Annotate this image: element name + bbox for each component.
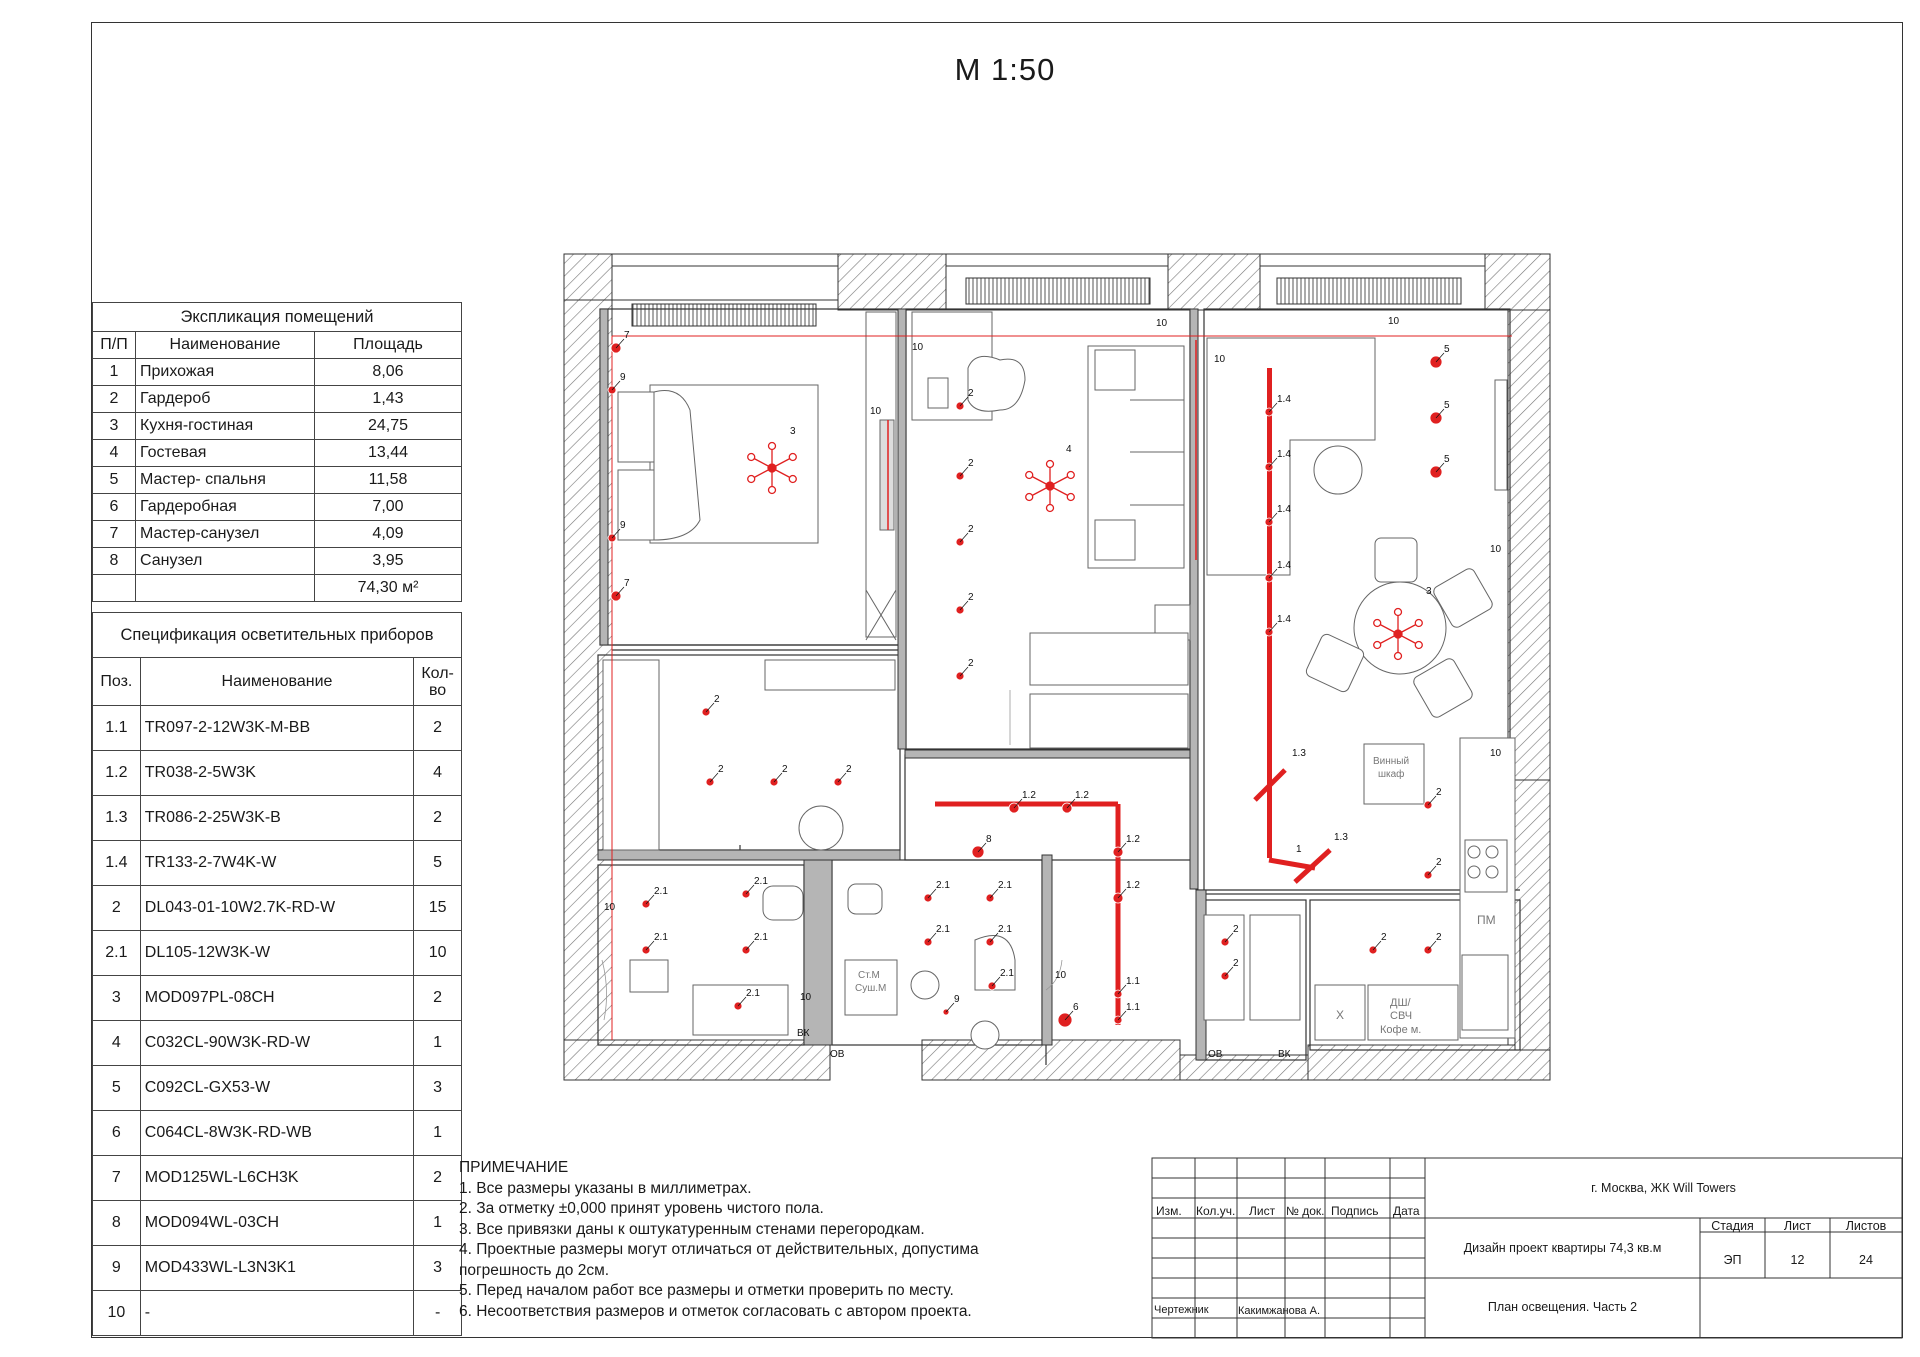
fixture-tag: 10 [1388,316,1400,327]
room-number: 7 [93,521,136,548]
fixture-tag: 2.1 [1000,968,1014,979]
spec-name: TR133-2-7W4K-W [140,841,413,886]
spec-pos: 4 [93,1021,141,1066]
label-washer: Суш.М [855,983,887,994]
room-area: 8,06 [315,359,462,386]
room-number: 4 [93,440,136,467]
fixture-tag: 2 [1233,958,1239,969]
fixture-tag: 2.1 [754,932,768,943]
fixture-tag: 1.2 [1126,880,1140,891]
spec-pos: 8 [93,1201,141,1246]
fixture-tag: 10 [870,406,882,417]
spec-title: Спецификация осветительных приборов [93,613,462,658]
fixture-tag: 2 [1233,924,1239,935]
fixture-tag: 9 [620,372,626,383]
spec-pos: 2 [93,886,141,931]
fixture-tag: 10 [1490,748,1502,759]
sheets-label: Листов [1845,1219,1887,1233]
room-name: Мастер-санузел [136,521,315,548]
spec-qty: 10 [414,931,462,976]
label-dw: ДШ/ [1390,997,1411,1009]
fixture-tag: 2 [1381,932,1387,943]
spec-pos: 5 [93,1066,141,1111]
fixture-tag: 9 [620,520,626,531]
label-vk: ВК [1278,1049,1291,1060]
room-number: 8 [93,548,136,575]
note-item: 1. Все размеры указаны в миллиметрах. [459,1179,752,1197]
fixture-tag: 2 [846,764,852,775]
spec-qty: 1 [414,1201,462,1246]
spec-qty: 2 [414,796,462,841]
explication-header: Площадь [315,332,462,359]
spec-header: Кол-во [414,658,462,706]
fixture-tag: 1.3 [1292,748,1306,759]
spec-name: C092CL-GX53-W [140,1066,413,1111]
room-area: 1,43 [315,386,462,413]
fixture-tag: 1.4 [1277,560,1291,571]
fixture-tag: 10 [604,902,616,913]
total-area: 74,30 м² [315,575,462,602]
spec-name: TR038-2-5W3K [140,751,413,796]
spec-pos: 10 [93,1291,141,1336]
fixture-tag: 1.4 [1277,449,1291,460]
spec-name: MOD433WL-L3N3K1 [140,1246,413,1291]
note-item: 2. За отметку ±0,000 принят уровень чистого пола. [459,1200,824,1217]
spec-qty: 2 [414,976,462,1021]
fixture-tag: 1 [1296,844,1302,855]
fixture-tag: 9 [954,994,960,1005]
spec-name: MOD097PL-08CH [140,976,413,1021]
room-area: 7,00 [315,494,462,521]
spec-qty: 2 [414,706,462,751]
fixture-tag: 2.1 [936,880,950,891]
fixture-tag: 4 [1066,444,1072,455]
label-vk: ВК [797,1028,810,1039]
room-name: Санузел [136,548,315,575]
fixture-tag: 10 [1156,318,1168,329]
sheets-total: 24 [1859,1253,1873,1267]
spec-qty: 1 [414,1021,462,1066]
rev-header: Изм. [1156,1204,1182,1218]
room-name: Мастер- спальня [136,467,315,494]
room-area: 11,58 [315,467,462,494]
label-wine: шкаф [1378,769,1405,780]
spec-header: Наименование [140,658,413,706]
room-area: 4,09 [315,521,462,548]
room-name: Кухня-гостиная [136,413,315,440]
leader-line [946,1003,954,1012]
room-name: Гардеробная [136,494,315,521]
fixture-tag: 1.4 [1277,394,1291,405]
notes-title: ПРИМЕЧАНИЕ [459,1159,569,1176]
sheet-label: Лист [1783,1219,1812,1233]
fixture-tag: 2 [1436,857,1442,868]
label-washer: Ст.М [858,970,880,981]
spec-name: MOD125WL-L6CH3K [140,1156,413,1201]
spec-pos: 6 [93,1111,141,1156]
note-item: 5. Перед началом работ все размеры и отметки проверить по месту. [459,1282,954,1299]
fixture-tag: 2 [714,694,720,705]
fixture-tag: 3 [790,426,796,437]
spec-pos: 1.2 [93,751,141,796]
fixture-tag: 10 [912,342,924,353]
fixture-tag: 2 [1436,787,1442,798]
note-item: 6. Несоответствия размеров и отметок согласовать с автором проекта. [459,1302,972,1320]
fixture-tag: 3 [1426,586,1432,597]
fixture-tag: 7 [624,578,630,589]
fixture-tag: 7 [624,330,630,341]
room-name: Прихожая [136,359,315,386]
room-number: 1 [93,359,136,386]
fixture-tag: 2 [968,592,974,603]
fixture-tag: 6 [1073,1002,1079,1013]
fixture-tag: 2.1 [998,880,1012,891]
chandelier-icon [1026,461,1075,512]
fixture-tag: 1.2 [1022,790,1036,801]
spec-name: TR086-2-25W3K-B [140,796,413,841]
fixture-tag: 2.1 [754,876,768,887]
room-area: 13,44 [315,440,462,467]
spec-name: - [140,1291,413,1336]
fixture-tag: 2.1 [936,924,950,935]
sheet-title: План освещения. Часть 2 [1487,1300,1638,1314]
explication-header: Наименование [136,332,315,359]
fixture-tag: 1.1 [1126,976,1140,987]
furniture [603,312,1515,1049]
stage-value: ЭП [1723,1253,1742,1267]
fixture-tag: 5 [1444,454,1450,465]
spec-name: MOD094WL-03CH [140,1201,413,1246]
scale-label: М 1:50 [954,52,1056,87]
explication-header: П/П [93,332,136,359]
fixture-tag: 1.1 [1126,1002,1140,1013]
rev-header: Лист [1249,1204,1276,1218]
room-number: 5 [93,467,136,494]
spec-name: C064CL-8W3K-RD-WB [140,1111,413,1156]
rev-header: № док. [1286,1204,1325,1218]
fixture-tag: 5 [1444,344,1450,355]
spec-header: Поз. [93,658,141,706]
room-name: Гардероб [136,386,315,413]
spec-name: C032CL-90W3K-RD-W [140,1021,413,1066]
rev-header: Подпись [1331,1204,1379,1218]
spec-name: DL105-12W3K-W [140,931,413,976]
fixture-tag: 2 [968,658,974,669]
rev-header: Дата [1393,1204,1420,1218]
spec-pos: 1.4 [93,841,141,886]
room-number: 3 [93,413,136,440]
spec-pos: 3 [93,976,141,1021]
fixture-tag: 8 [986,834,992,845]
room-area: 24,75 [315,413,462,440]
spec-qty: 3 [414,1246,462,1291]
drafter-role: Чертежник [1154,1304,1209,1316]
sheet-number: 12 [1790,1253,1805,1267]
fixture-tag: 1.4 [1277,504,1291,515]
fixture-tag: 2.1 [998,924,1012,935]
fixture-tag: 10 [1490,544,1502,555]
spec-qty: 4 [414,751,462,796]
fixture-tag: 2 [782,764,788,775]
fixture-tag: 2.1 [654,932,668,943]
spec-qty: 3 [414,1066,462,1111]
spec-qty: 1 [414,1111,462,1156]
rev-header: Кол.уч. [1196,1204,1236,1218]
project-title: Дизайн проект квартиры 74,3 кв.м [1463,1241,1662,1255]
note-item: 3. Все привязки даны к оштукатуренным стенами перегородкам. [459,1220,925,1238]
spec-name: TR097-2-12W3K-M-BB [140,706,413,751]
spec-pos: 1.3 [93,796,141,841]
spec-pos: 7 [93,1156,141,1201]
note-item: погрешность до 2см. [459,1261,610,1279]
explication-title: Экспликация помещений [93,303,462,332]
fixture-tag: 10 [1055,970,1067,981]
label-wine: Винный [1373,756,1410,767]
spec-pos: 1.1 [93,706,141,751]
spec-pos: 2.1 [93,931,141,976]
fixture-tag: 1.4 [1277,614,1291,625]
fixture-tag: 2 [968,524,974,535]
fixture-tag: 1.2 [1126,834,1140,845]
label-fridge: Х [1336,1008,1345,1022]
room-number: 2 [93,386,136,413]
fixture-tag: 2 [1436,932,1442,943]
label-dw: СВЧ [1390,1010,1413,1022]
fixture-tag: 2 [968,388,974,399]
fixture-tag: 2.1 [654,886,668,897]
spec-qty: 2 [414,1156,462,1201]
label-pm: ПМ [1477,913,1496,927]
room-number: 6 [93,494,136,521]
label-ov: ОВ [830,1049,845,1060]
note-item: 4. Проектные размеры могут отличаться от действительных, допустима [459,1241,979,1258]
fixture-tag: 5 [1444,400,1450,411]
room-name: Гостевая [136,440,315,467]
project-address: г. Москва, ЖК Will Towers [1591,1181,1736,1195]
stage-label: Стадия [1711,1219,1754,1233]
fixture-tag: 10 [800,992,812,1003]
fixture-tag: 2 [718,764,724,775]
fixture-tag: 10 [1214,354,1226,365]
drafter-name: Какимжанова А. [1238,1305,1321,1317]
label-dw: Кофе м. [1380,1024,1422,1036]
spec-qty: 15 [414,886,462,931]
spec-qty: 5 [414,841,462,886]
fixture-tag: 1.2 [1075,790,1089,801]
fixture-tag: 2.1 [746,988,760,999]
room-area: 3,95 [315,548,462,575]
fixture-tag: 2 [968,458,974,469]
spec-pos: 9 [93,1246,141,1291]
spec-name: DL043-01-10W2.7K-RD-W [140,886,413,931]
fixture-tag: 1.3 [1334,832,1348,843]
spec-qty: - [414,1291,462,1336]
label-ov: ОВ [1208,1049,1223,1060]
